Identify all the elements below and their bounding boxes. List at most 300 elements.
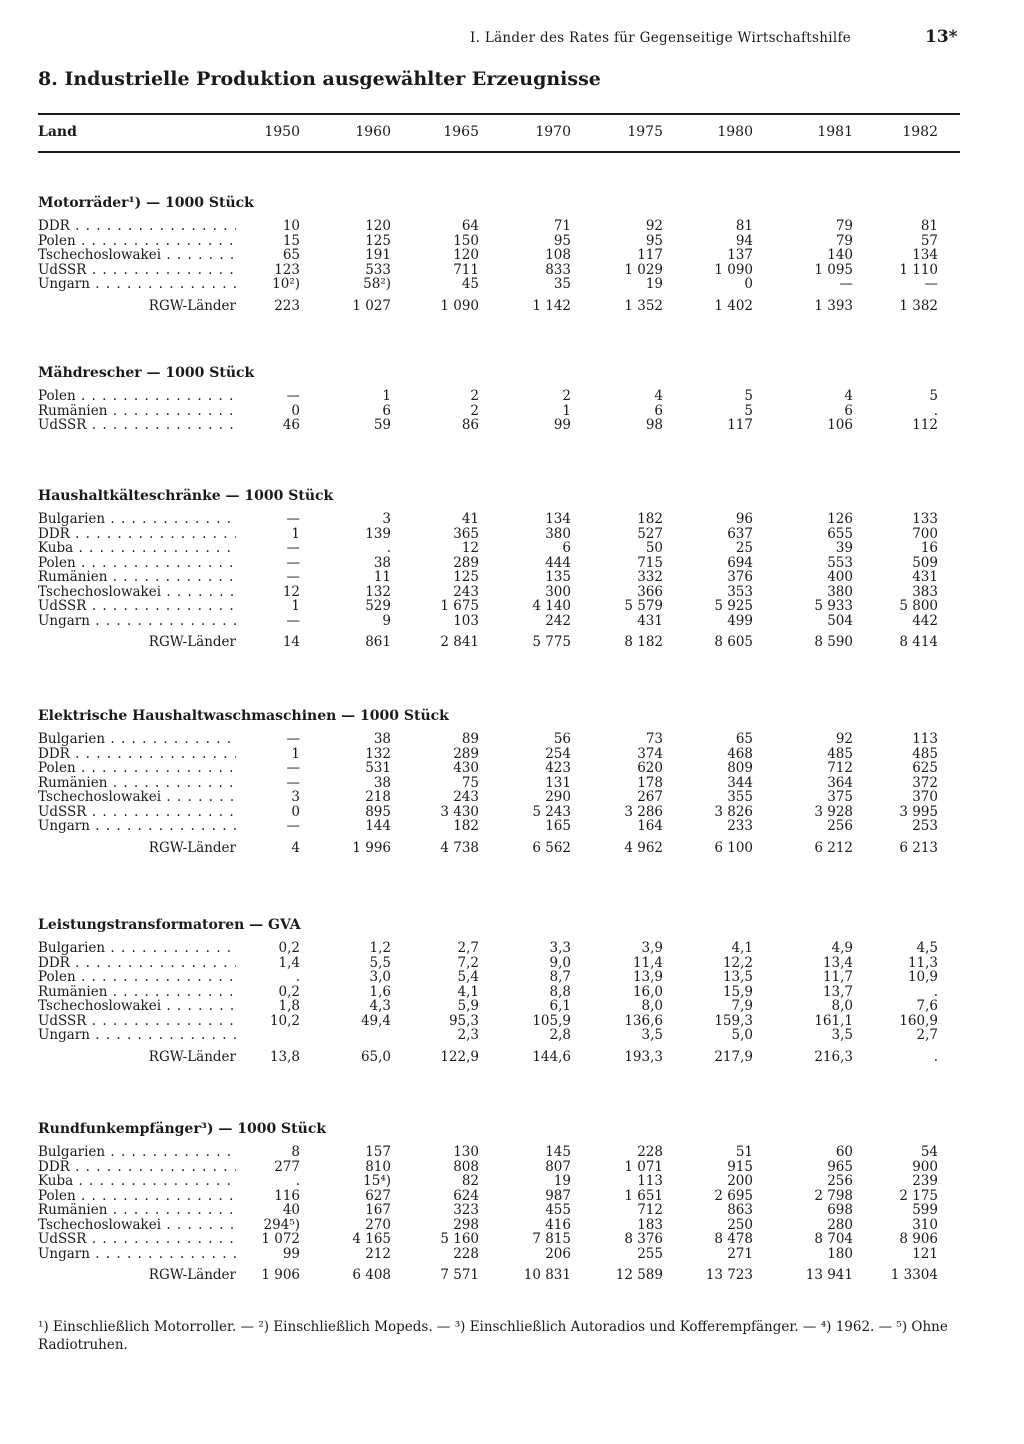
row-label: Rumänien . . . xyxy=(38,404,236,419)
table-cell: 125 xyxy=(453,569,479,585)
table-cell: — xyxy=(286,612,300,629)
table-cell: 6 xyxy=(382,402,391,419)
total-cell: 2 841 xyxy=(440,634,479,650)
table-cell: 987 xyxy=(545,1187,571,1204)
table-cell: 5 xyxy=(929,388,938,404)
table-cell: 180 xyxy=(827,1245,853,1262)
table-cell: 182 xyxy=(637,511,663,527)
table-cell: 89 xyxy=(461,731,479,747)
table-cell: 1 xyxy=(562,402,571,419)
table-cell: 57 xyxy=(920,232,938,249)
table-row xyxy=(0,819,1024,834)
table-cell: 49,4 xyxy=(360,1012,391,1029)
table-cell: 627 xyxy=(365,1187,391,1204)
total-cell: 4 962 xyxy=(624,839,663,856)
table-cell: 139 xyxy=(365,525,391,542)
table-cell: 1,6 xyxy=(369,983,391,1000)
table-cell: 9 xyxy=(382,612,391,629)
row-label: Ungarn . . . xyxy=(38,614,236,629)
table-cell: 3 826 xyxy=(714,803,753,820)
column-header-year: 1970 xyxy=(535,124,571,140)
table-cell: 46 xyxy=(282,417,300,433)
table-cell: 323 xyxy=(453,1202,479,1218)
table-row xyxy=(0,418,1024,433)
table-cell: 178 xyxy=(637,774,663,791)
table-row xyxy=(0,985,1024,1000)
table-cell: 94 xyxy=(735,232,753,249)
table-cell: 125 xyxy=(365,232,391,249)
table-cell: 310 xyxy=(912,1216,938,1233)
table-cell: 106 xyxy=(827,417,853,433)
table-cell: 277 xyxy=(274,1158,300,1175)
table-cell: 5 xyxy=(744,388,753,404)
table-cell: 625 xyxy=(912,760,938,776)
table-cell: 6 xyxy=(562,540,571,556)
table-cell: 38 xyxy=(373,774,391,791)
row-label: Polen . . . xyxy=(38,1189,236,1204)
table-cell: 19 xyxy=(645,276,663,292)
table-cell: 40 xyxy=(282,1202,300,1218)
table-cell: 383 xyxy=(912,583,938,600)
table-cell: 123 xyxy=(274,261,300,278)
table-cell: 3 928 xyxy=(814,803,853,820)
table-cell: 2 xyxy=(562,388,571,404)
page-number: 13* xyxy=(925,27,958,47)
table-cell: 81 xyxy=(735,218,753,234)
table-row xyxy=(0,277,1024,292)
table-cell: 374 xyxy=(637,745,663,762)
table-cell: 504 xyxy=(827,612,853,629)
total-row xyxy=(0,1050,1024,1065)
table-cell: 3 xyxy=(382,511,391,527)
row-label: DDR . . . xyxy=(38,527,236,542)
table-cell: 92 xyxy=(835,731,853,747)
table-cell: 65 xyxy=(282,247,300,263)
table-cell: 99 xyxy=(282,1245,300,1262)
table-cell: 5 160 xyxy=(440,1231,479,1247)
table-cell: 200 xyxy=(727,1173,753,1189)
row-label: Polen . . . xyxy=(38,389,236,404)
table-cell: 218 xyxy=(365,789,391,805)
total-cell: 5 775 xyxy=(532,634,571,650)
column-header-year: 1982 xyxy=(902,124,938,140)
table-row xyxy=(0,570,1024,585)
row-label: Bulgarien . . . xyxy=(38,732,236,747)
total-cell: 223 xyxy=(274,297,300,314)
table-cell: 65 xyxy=(735,731,753,747)
row-label: Ungarn . . . xyxy=(38,1247,236,1262)
table-row xyxy=(0,999,1024,1014)
table-cell: 712 xyxy=(637,1202,663,1218)
table-cell: 4,9 xyxy=(831,940,853,956)
table-cell: 12,2 xyxy=(722,954,753,971)
table-cell: . xyxy=(295,969,300,985)
table-cell: 0 xyxy=(291,803,300,820)
total-cell: 6 100 xyxy=(714,839,753,856)
table-cell: 863 xyxy=(727,1202,753,1218)
total-row xyxy=(0,1268,1024,1283)
total-cell: 1 382 xyxy=(899,297,938,314)
row-label: DDR . . . xyxy=(38,747,236,762)
running-head: I. Länder des Rates für Gegenseitige Wirtschaftshilfe xyxy=(470,30,852,46)
table-cell: 1 xyxy=(382,388,391,404)
table-cell: 485 xyxy=(827,745,853,762)
table-cell: 809 xyxy=(727,760,753,776)
section-title: Rundfunkempfänger³) — 1000 Stück xyxy=(38,1121,327,1137)
table-cell: 3,9 xyxy=(641,940,663,956)
table-cell: 86 xyxy=(461,417,479,433)
table-cell: 5 800 xyxy=(899,598,938,614)
total-cell: 10 831 xyxy=(523,1267,571,1283)
table-cell: 531 xyxy=(365,760,391,776)
table-cell: 624 xyxy=(453,1187,479,1204)
row-label: UdSSR . . . xyxy=(38,1232,236,1247)
table-cell: . xyxy=(295,1173,300,1189)
table-cell: 2,7 xyxy=(457,940,479,956)
row-label: UdSSR . . . xyxy=(38,599,236,614)
table-cell: 41 xyxy=(461,511,479,527)
table-cell: 6 xyxy=(654,402,663,419)
table-cell: 712 xyxy=(827,760,853,776)
total-cell: 216,3 xyxy=(814,1048,853,1065)
table-cell: . xyxy=(933,983,938,1000)
total-cell: 8 605 xyxy=(714,634,753,650)
total-cell: 14 xyxy=(282,634,300,650)
table-cell: 527 xyxy=(637,525,663,542)
table-cell: 5,5 xyxy=(369,954,391,971)
row-label: Tschechoslowakei . . . xyxy=(38,1218,236,1233)
table-cell: — xyxy=(286,540,300,556)
table-row xyxy=(0,1218,1024,1233)
table-cell: 3,3 xyxy=(549,940,571,956)
table-cell: 11 xyxy=(373,569,391,585)
table-cell: 15,9 xyxy=(722,983,753,1000)
table-cell: 11,4 xyxy=(632,954,663,971)
table-cell: 455 xyxy=(545,1202,571,1218)
total-cell: 8 590 xyxy=(814,634,853,650)
total-cell: 1 906 xyxy=(261,1267,300,1283)
total-row xyxy=(0,841,1024,856)
table-cell: 637 xyxy=(727,525,753,542)
table-row xyxy=(0,776,1024,791)
table-cell: 1 095 xyxy=(814,261,853,278)
table-cell: 45 xyxy=(461,276,479,292)
table-cell: 620 xyxy=(637,760,663,776)
table-cell: 98 xyxy=(645,417,663,433)
table-cell: 254 xyxy=(545,745,571,762)
table-cell: 332 xyxy=(637,569,663,585)
row-label: UdSSR . . . xyxy=(38,263,236,278)
table-cell: 1,4 xyxy=(278,954,300,971)
table-cell: 10 xyxy=(282,218,300,234)
table-cell: 183 xyxy=(637,1216,663,1233)
table-cell: 2 xyxy=(470,388,479,404)
table-cell: 7,6 xyxy=(916,998,938,1014)
row-label: Ungarn . . . xyxy=(38,819,236,834)
table-cell: 228 xyxy=(637,1144,663,1160)
table-cell: 1 110 xyxy=(899,261,938,278)
table-cell: 711 xyxy=(453,261,479,278)
total-cell: 6 562 xyxy=(532,839,571,856)
table-cell: 131 xyxy=(545,774,571,791)
table-cell: 10²) xyxy=(272,276,300,292)
table-row xyxy=(0,219,1024,234)
table-cell: 8 704 xyxy=(814,1231,853,1247)
table-row xyxy=(0,1203,1024,1218)
table-cell: 2 798 xyxy=(814,1187,853,1204)
total-label: RGW-Länder xyxy=(148,297,236,314)
table-cell: 191 xyxy=(365,247,391,263)
total-cell: 1 142 xyxy=(532,297,571,314)
table-cell: 243 xyxy=(453,789,479,805)
total-cell: 861 xyxy=(365,634,391,650)
table-cell: 56 xyxy=(553,731,571,747)
table-cell: 0 xyxy=(291,402,300,419)
table-cell: 130 xyxy=(453,1144,479,1160)
table-cell: 64 xyxy=(461,218,479,234)
table-cell: 2,8 xyxy=(549,1027,571,1043)
table-cell: 145 xyxy=(545,1144,571,1160)
total-cell: 6 213 xyxy=(899,839,938,856)
table-row xyxy=(0,263,1024,278)
table-row xyxy=(0,970,1024,985)
table-cell: 16 xyxy=(920,540,938,556)
table-row xyxy=(0,234,1024,249)
table-cell: 60 xyxy=(835,1144,853,1160)
table-cell: 71 xyxy=(553,218,571,234)
row-label: DDR . . . xyxy=(38,956,236,971)
table-cell: 4 xyxy=(844,388,853,404)
column-header-year: 1981 xyxy=(817,124,853,140)
table-cell: 161,1 xyxy=(814,1012,853,1029)
row-label: Bulgarien . . . xyxy=(38,1145,236,1160)
total-cell: 122,9 xyxy=(440,1048,479,1065)
table-cell: 431 xyxy=(912,569,938,585)
table-cell: 366 xyxy=(637,583,663,600)
total-cell: 6 212 xyxy=(814,839,853,856)
table-cell: 164 xyxy=(637,818,663,834)
table-row xyxy=(0,404,1024,419)
table-cell: 3 286 xyxy=(624,803,663,820)
table-row xyxy=(0,747,1024,762)
table-cell: 431 xyxy=(637,612,663,629)
table-cell: 8 376 xyxy=(624,1231,663,1247)
table-row xyxy=(0,761,1024,776)
table-cell: 15 xyxy=(282,232,300,249)
table-cell: 35 xyxy=(553,276,571,292)
table-cell: 8,7 xyxy=(549,969,571,985)
table-cell: 529 xyxy=(365,598,391,614)
footnote: ¹) Einschließlich Motorroller. — ²) Einschließlich Mopeds. — ³) Einschließlich Autoradios und Kofferempfänger. — ⁴) 1962. — ⁵) Ohne Radiotruhen. xyxy=(38,1319,948,1353)
row-label: Rumänien . . . xyxy=(38,1203,236,1218)
table-cell: 1 090 xyxy=(714,261,753,278)
table-cell: 895 xyxy=(365,803,391,820)
row-label: Polen . . . xyxy=(38,556,236,571)
table-cell: 81 xyxy=(920,218,938,234)
table-cell: 2 175 xyxy=(899,1187,938,1204)
row-label: Tschechoslowakei . . . xyxy=(38,790,236,805)
table-cell: 4,3 xyxy=(369,998,391,1014)
row-label: Bulgarien . . . xyxy=(38,512,236,527)
table-cell: 376 xyxy=(727,569,753,585)
table-cell: 1 xyxy=(291,598,300,614)
table-row xyxy=(0,790,1024,805)
table-cell: . xyxy=(933,402,938,419)
total-cell: 144,6 xyxy=(532,1048,571,1065)
table-row xyxy=(0,1145,1024,1160)
table-cell: 8 xyxy=(291,1144,300,1160)
total-label: RGW-Länder xyxy=(148,1048,236,1065)
table-cell: — xyxy=(286,554,300,571)
table-cell: 120 xyxy=(453,247,479,263)
table-cell: 344 xyxy=(727,774,753,791)
row-label: Rumänien . . . xyxy=(38,570,236,585)
table-cell: 95 xyxy=(553,232,571,249)
table-cell: — xyxy=(286,511,300,527)
table-cell: 5 925 xyxy=(714,598,753,614)
table-cell: 256 xyxy=(827,1173,853,1189)
row-label: Tschechoslowakei . . . xyxy=(38,248,236,263)
table-cell: 1,8 xyxy=(278,998,300,1014)
table-cell: 509 xyxy=(912,554,938,571)
table-cell: 126 xyxy=(827,511,853,527)
table-cell: 294⁵) xyxy=(263,1216,300,1233)
table-row xyxy=(0,527,1024,542)
table-cell: 833 xyxy=(545,261,571,278)
table-cell: 715 xyxy=(637,554,663,571)
table-cell: 11,7 xyxy=(822,969,853,985)
table-cell: 96 xyxy=(735,511,753,527)
table-cell: 0,2 xyxy=(278,983,300,1000)
table-cell: 3 430 xyxy=(440,803,479,820)
row-label: Kuba . . . xyxy=(38,1174,236,1189)
table-row xyxy=(0,1232,1024,1247)
table-cell: 1 xyxy=(291,745,300,762)
table-cell: 38 xyxy=(373,554,391,571)
table-row xyxy=(0,614,1024,629)
table-cell: 11,3 xyxy=(907,954,938,971)
table-row xyxy=(0,248,1024,263)
row-label: Ungarn . . . xyxy=(38,1028,236,1043)
table-cell: 8,8 xyxy=(549,983,571,1000)
row-label: Rumänien . . . xyxy=(38,985,236,1000)
table-cell: 5 xyxy=(744,402,753,419)
table-cell: 137 xyxy=(727,247,753,263)
row-label: Rumänien . . . xyxy=(38,776,236,791)
table-cell: 1 651 xyxy=(624,1187,663,1204)
table-cell: 289 xyxy=(453,745,479,762)
table-row xyxy=(0,512,1024,527)
top-rule xyxy=(38,113,960,115)
row-label: Polen . . . xyxy=(38,970,236,985)
table-cell: 915 xyxy=(727,1158,753,1175)
table-cell: 6 xyxy=(844,402,853,419)
table-cell: 242 xyxy=(545,612,571,629)
table-cell: 243 xyxy=(453,583,479,600)
table-cell: 8,0 xyxy=(831,998,853,1014)
table-cell: 135 xyxy=(545,569,571,585)
table-cell: 12 xyxy=(282,583,300,600)
table-cell: 375 xyxy=(827,789,853,805)
table-cell: 3,5 xyxy=(641,1027,663,1043)
table-cell: 290 xyxy=(545,789,571,805)
total-cell: 1 996 xyxy=(352,839,391,856)
table-cell: 134 xyxy=(912,247,938,263)
table-row xyxy=(0,1160,1024,1175)
total-cell: 4 738 xyxy=(440,839,479,856)
table-cell: 99 xyxy=(553,417,571,433)
table-cell: 7 815 xyxy=(532,1231,571,1247)
table-cell: 157 xyxy=(365,1144,391,1160)
table-cell: 5,0 xyxy=(731,1027,753,1043)
table-cell: 92 xyxy=(645,218,663,234)
table-cell: 95,3 xyxy=(448,1012,479,1029)
total-cell: 13 941 xyxy=(805,1267,853,1283)
table-cell: 694 xyxy=(727,554,753,571)
table-cell: 1 xyxy=(291,525,300,542)
table-row xyxy=(0,1028,1024,1043)
total-cell: 12 589 xyxy=(615,1267,663,1283)
row-label: UdSSR . . . xyxy=(38,418,236,433)
total-cell: 1 402 xyxy=(714,297,753,314)
column-header-land: Land xyxy=(38,124,77,140)
table-cell: 112 xyxy=(912,417,938,433)
section-title: Motorräder¹) — 1000 Stück xyxy=(38,195,254,211)
table-row xyxy=(0,585,1024,600)
table-cell: 9,0 xyxy=(549,954,571,971)
column-header-row xyxy=(0,124,1024,144)
total-cell: 8 182 xyxy=(624,634,663,650)
total-label: RGW-Länder xyxy=(148,1267,236,1283)
section-title: Elektrische Haushaltwaschmaschinen — 1000 Stück xyxy=(38,708,449,724)
table-cell: 468 xyxy=(727,745,753,762)
table-row xyxy=(0,805,1024,820)
table-cell: 900 xyxy=(912,1158,938,1175)
table-cell: 353 xyxy=(727,583,753,600)
table-cell: 3 995 xyxy=(899,803,938,820)
section-title: Mähdrescher — 1000 Stück xyxy=(38,365,255,381)
table-cell: 206 xyxy=(545,1245,571,1262)
table-cell: 270 xyxy=(365,1216,391,1233)
table-cell: 16,0 xyxy=(632,983,663,1000)
table-cell: 444 xyxy=(545,554,571,571)
table-cell: — xyxy=(286,731,300,747)
total-label: RGW-Länder xyxy=(148,634,236,650)
table-cell: 7,2 xyxy=(457,954,479,971)
table-row xyxy=(0,541,1024,556)
table-cell: 159,3 xyxy=(714,1012,753,1029)
table-cell: 499 xyxy=(727,612,753,629)
table-cell: 271 xyxy=(727,1245,753,1262)
table-cell: 0 xyxy=(744,276,753,292)
table-cell: 1 029 xyxy=(624,261,663,278)
table-cell: 8 478 xyxy=(714,1231,753,1247)
table-cell: 3,0 xyxy=(369,969,391,985)
table-cell: 10,9 xyxy=(907,969,938,985)
total-cell: 1 090 xyxy=(440,297,479,314)
table-cell: 1 071 xyxy=(624,1158,663,1175)
total-cell: 6 408 xyxy=(352,1267,391,1283)
table-cell: 5 933 xyxy=(814,598,853,614)
table-cell: 113 xyxy=(912,731,938,747)
total-cell: 1 027 xyxy=(352,297,391,314)
total-row xyxy=(0,299,1024,314)
row-label: Bulgarien . . . xyxy=(38,941,236,956)
total-cell: 8 414 xyxy=(899,634,938,650)
table-cell: 655 xyxy=(827,525,853,542)
table-cell: 300 xyxy=(545,583,571,600)
table-cell: 698 xyxy=(827,1202,853,1218)
